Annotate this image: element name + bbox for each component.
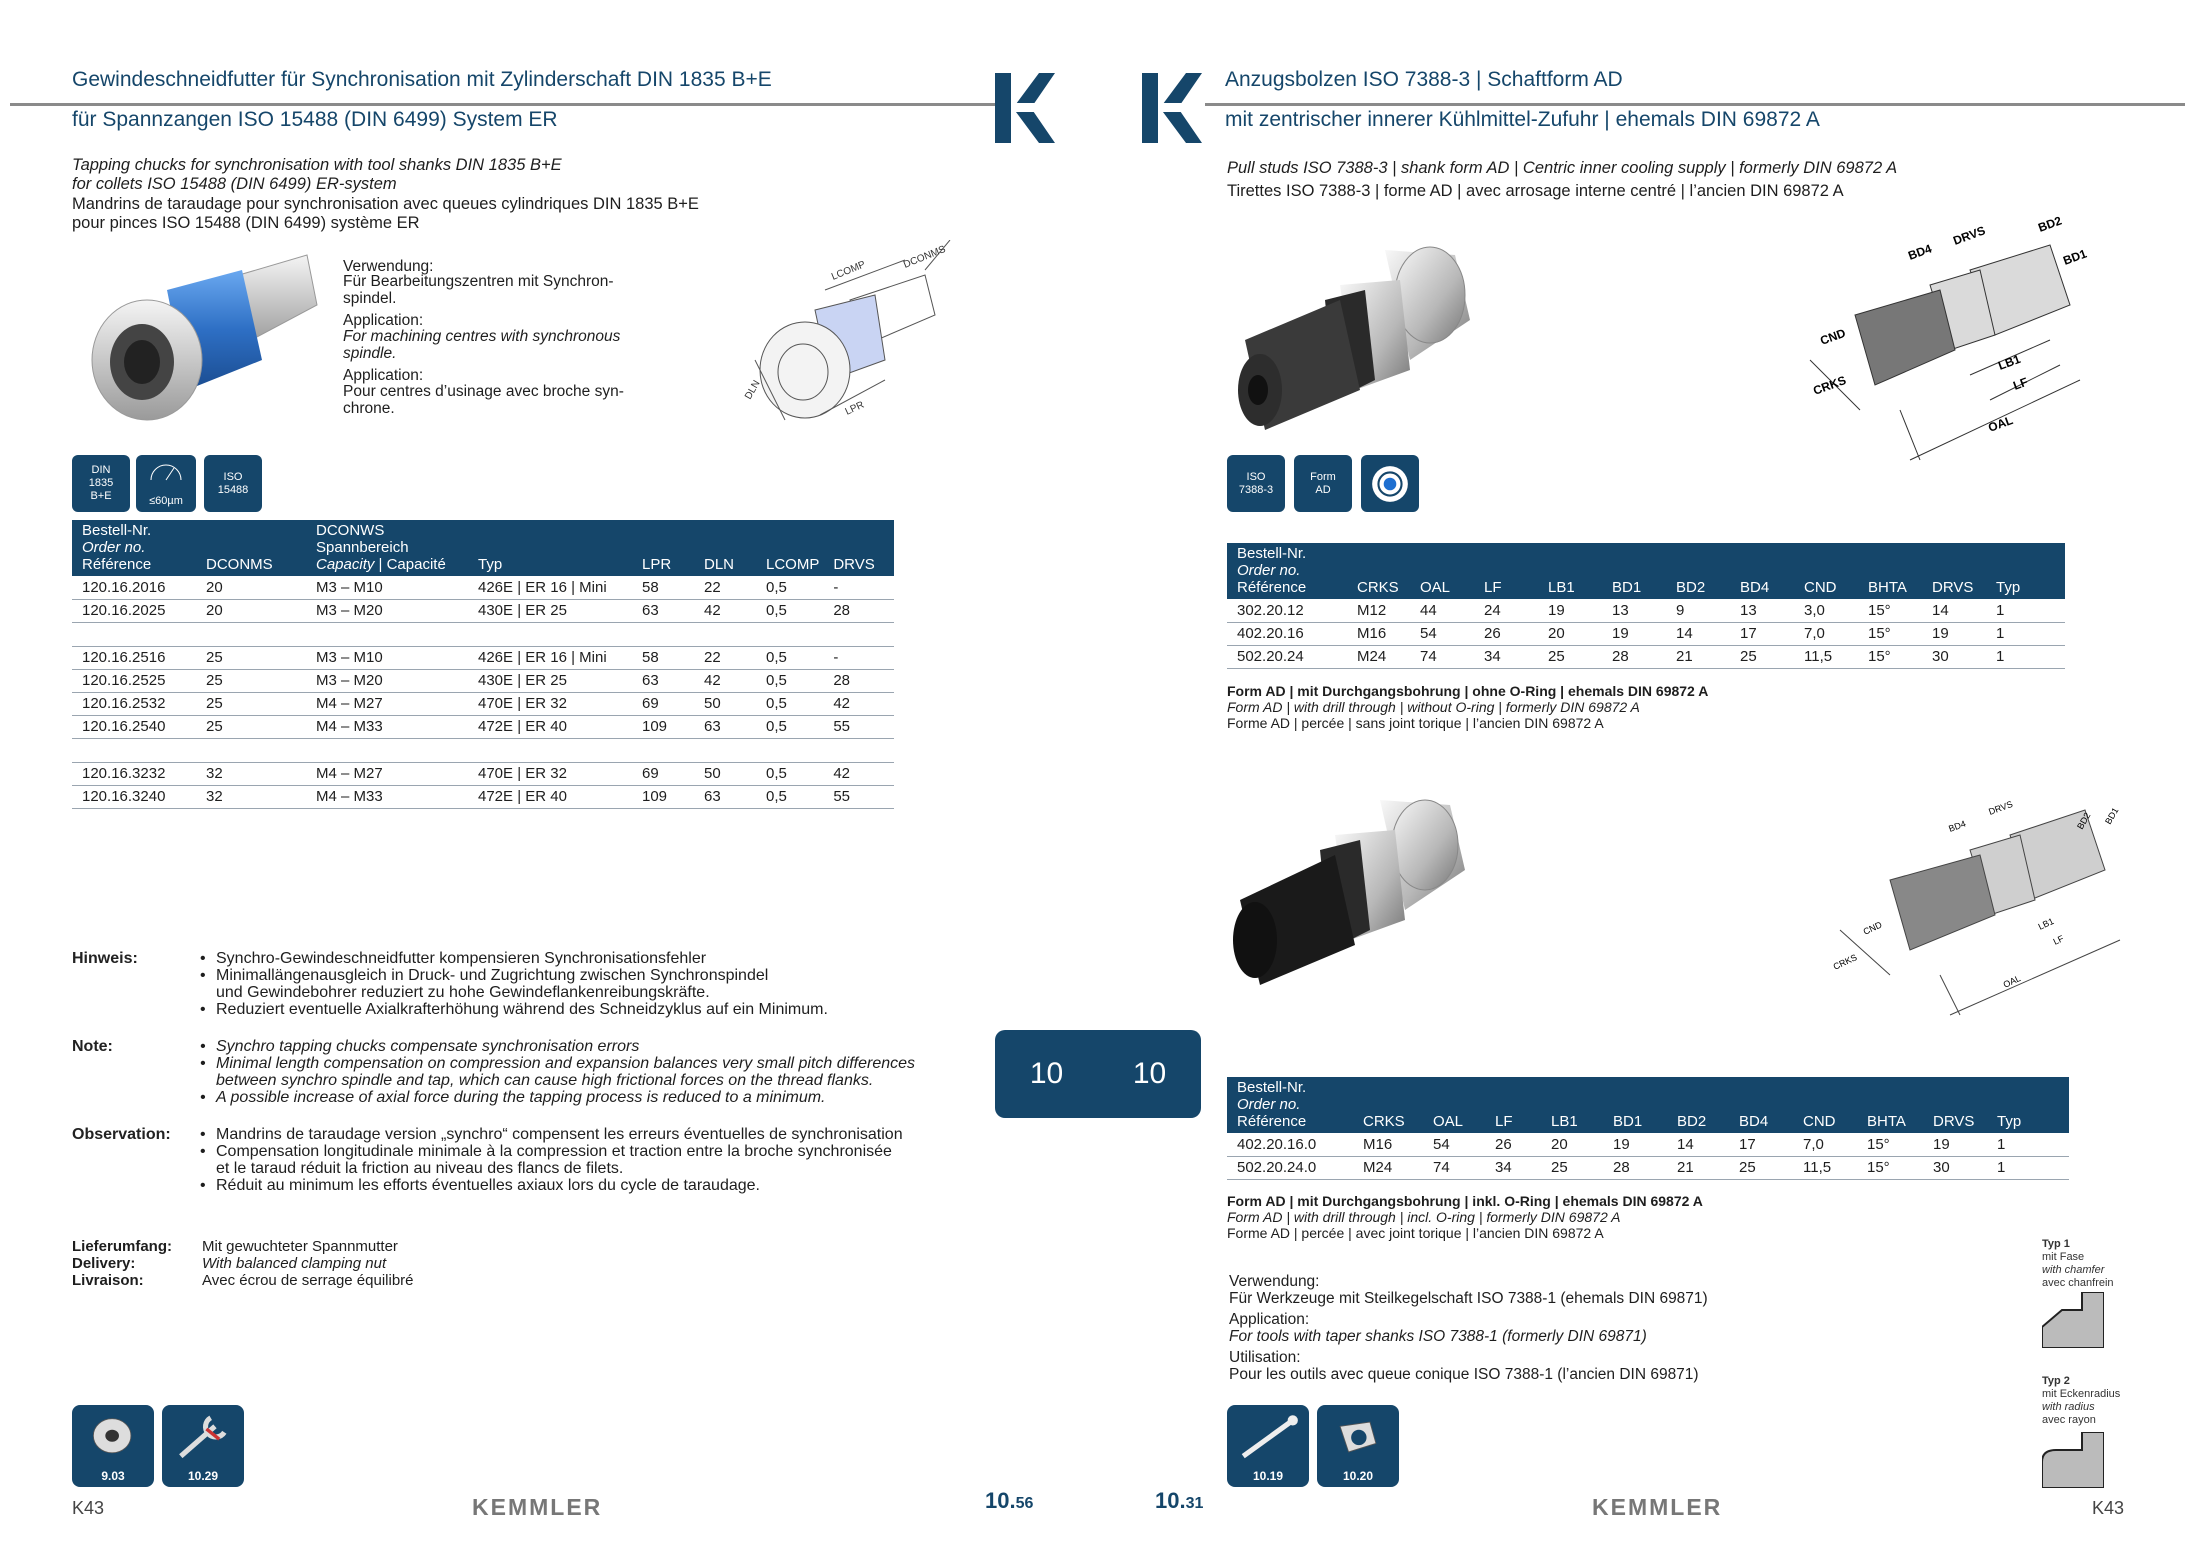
table-cell: 22 [694, 576, 756, 599]
table-cell: 302.20.12 [1227, 599, 1347, 622]
table2-caption-de: Form AD | mit Durchgangsbohrung | inkl. O-Ring | ehemals DIN 69872 A [1227, 1193, 1703, 1209]
lb1-label-2: LB1 [2036, 915, 2056, 932]
ref-collet-9-03[interactable]: 9.03 [72, 1405, 154, 1487]
right-utilisation-label: Utilisation: [1229, 1349, 1301, 1366]
table-cell: 55 [823, 785, 894, 808]
lf-label-2: LF [2051, 933, 2066, 947]
section-tab-10[interactable]: 10 10 [995, 1030, 1201, 1118]
table-row [1227, 645, 2065, 668]
typ1-chamfer-icon [2042, 1292, 2104, 1348]
table-row [72, 599, 894, 622]
table-cell: 15° [1857, 1133, 1923, 1156]
table-cell: 402.20.16 [1227, 622, 1347, 645]
bd2-label: BD2 [2036, 213, 2064, 235]
table-cell: 50 [694, 692, 756, 715]
table-row [72, 669, 894, 692]
table-cell: 0,5 [756, 762, 823, 785]
dconms-label: DCONMS [902, 243, 948, 271]
list-item: • Synchro-Gewindeschneidfutter kompensieren Synchronisationsfehler [200, 950, 828, 967]
table-cell: 28 [1603, 1156, 1667, 1179]
table-row [72, 646, 894, 669]
table-cell: 472E | ER 40 [468, 785, 632, 808]
table-cell: 30 [1922, 645, 1986, 668]
table-cell: 22 [694, 646, 756, 669]
table-cell: M3 – M20 [306, 599, 468, 622]
delivery-value: With balanced clamping nut [202, 1255, 387, 1272]
table-cell: 20 [196, 599, 306, 622]
table-cell: 19 [1923, 1133, 1987, 1156]
left-page-number: 10.56 [985, 1488, 1034, 1513]
table-cell: M4 – M33 [306, 785, 468, 808]
table-row [1227, 622, 2065, 645]
table-cell: 120.16.2516 [72, 646, 196, 669]
list-item: • Reduziert eventuelle Axialkrafterhöhung während des Schneidzyklus auf ein Minimum. [200, 1001, 828, 1018]
table-cell: 20 [1538, 622, 1602, 645]
table-cell: 15° [1858, 622, 1922, 645]
right-page-number: 10.31 [1155, 1488, 1204, 1513]
table-cell: 17 [1730, 622, 1794, 645]
crks-label-2: CRKS [1831, 952, 1859, 972]
table-cell: 63 [632, 669, 694, 692]
list-item: • Minimallängenausgleich in Druck- und Zugrichtung zwischen Synchronspindel und Gewindebohrer reduziert zu hohe Gewindeflankenreibungskräfte. [200, 967, 828, 1001]
table-cell: 19 [1603, 1133, 1667, 1156]
right-title-1: Anzugsbolzen ISO 7388-3 | Schaftform AD [1225, 68, 1623, 91]
table-cell: 13 [1602, 599, 1666, 622]
list-item: • Synchro tapping chucks compensate synchronisation errors [200, 1038, 915, 1055]
left-sub-fr-1: Mandrins de taraudage pour synchronisation avec queues cylindriques DIN 1835 B+E [72, 195, 699, 213]
lcomp-label: LCOMP [830, 259, 868, 283]
table-cell: 14 [1666, 622, 1730, 645]
table-cell: 120.16.2016 [72, 576, 196, 599]
table-cell: 26 [1485, 1133, 1541, 1156]
table-cell: 0,5 [756, 669, 823, 692]
observation-label: Observation: [72, 1126, 171, 1143]
pull-stud-drawing-2 [1820, 770, 2140, 1030]
table-cell: 470E | ER 32 [468, 692, 632, 715]
table-cell: 63 [694, 715, 756, 738]
list-item: • Minimal length compensation on compression and expansion balances very small pitch differences between synchro spindle and tap, which can cause high frictional forces on the thread flanks. [200, 1055, 915, 1089]
table-cell: 9 [1666, 599, 1730, 622]
table-cell: 15° [1858, 645, 1922, 668]
table-row [72, 692, 894, 715]
table-cell: 34 [1485, 1156, 1541, 1179]
table-cell: 109 [632, 785, 694, 808]
table-cell: 54 [1410, 622, 1474, 645]
bd4-label: BD4 [1906, 241, 1934, 263]
right-title-2: mit zentrischer innerer Kühlmittel-Zufuhr | ehemals DIN 69872 A [1225, 108, 1820, 131]
table-cell: 74 [1410, 645, 1474, 668]
collet-icon [72, 1405, 154, 1475]
badge-iso-7388-3: ISO 7388-3 [1227, 455, 1285, 512]
table-cell: 14 [1667, 1133, 1729, 1156]
oal-label: OAL [1986, 412, 2015, 435]
table-cell: 42 [823, 762, 894, 785]
typ2-radius-icon [2042, 1432, 2104, 1488]
table-cell: 25 [1729, 1156, 1793, 1179]
table-cell: 120.16.3240 [72, 785, 196, 808]
table1-caption-en: Form AD | with drill through | without O-ring | formerly DIN 69872 A [1227, 699, 1640, 715]
table-cell: 13 [1730, 599, 1794, 622]
bd2-label-2: BD2 [2075, 810, 2093, 831]
table-cell: 19 [1602, 622, 1666, 645]
badge-runout-60um: ≤60µm [136, 455, 196, 512]
table-cell: 472E | ER 40 [468, 715, 632, 738]
table1-caption-de: Form AD | mit Durchgangsbohrung | ohne O-Ring | ehemals DIN 69872 A [1227, 683, 1709, 699]
left-verwendung-1: Für Bearbeitungszentren mit Synchron- [343, 273, 614, 290]
table-cell: 25 [1538, 645, 1602, 668]
table-cell: 17 [1729, 1133, 1793, 1156]
table-cell: 3,0 [1794, 599, 1858, 622]
left-title-1: Gewindeschneidfutter für Synchronisation mit Zylinderschaft DIN 1835 B+E [72, 68, 772, 91]
wrench-icon [162, 1405, 244, 1475]
table-cell: 20 [196, 576, 306, 599]
table-cell: 426E | ER 16 | Mini [468, 576, 632, 599]
table-row [72, 762, 894, 785]
table-cell: 24 [1474, 599, 1538, 622]
hinweis-label: Hinweis: [72, 950, 138, 967]
left-application-fr-2: chrone. [343, 400, 395, 417]
table-cell: 402.20.16.0 [1227, 1133, 1353, 1156]
table-cell: 21 [1667, 1156, 1729, 1179]
list-item: • Mandrins de taraudage version „synchro“ compensent les erreurs éventuelles de synchronisation [200, 1126, 903, 1143]
right-utilisation: Pour les outils avec queue conique ISO 7388-1 (l’ancien DIN 69871) [1229, 1366, 1699, 1383]
livraison-label: Livraison: [72, 1272, 144, 1289]
left-application-fr-1: Pour centres d’usinage avec broche syn- [343, 383, 624, 400]
table-cell: 14 [1922, 599, 1986, 622]
badge-cooling [1361, 455, 1419, 512]
right-sub-fr: Tirettes ISO 7388-3 | forme AD | avec arrosage interne centré | l’ancien DIN 69872 A [1227, 182, 1844, 200]
table-cell: 426E | ER 16 | Mini [468, 646, 632, 669]
table-cell: 42 [694, 599, 756, 622]
table-cell: 30 [1923, 1156, 1987, 1179]
table-cell: 0,5 [756, 785, 823, 808]
table-cell: 58 [632, 576, 694, 599]
left-brand-logo: KEMMLER [472, 1494, 603, 1520]
table-cell: 50 [694, 762, 756, 785]
ref-torque-wrench-10-19[interactable]: 10.19 [1227, 1405, 1309, 1487]
table-cell: 502.20.24.0 [1227, 1156, 1353, 1179]
table-cell: 28 [823, 599, 894, 622]
oal-label-2: OAL [2001, 973, 2023, 990]
left-application-en-1: For machining centres with synchronous [343, 328, 621, 345]
table-cell: 21 [1666, 645, 1730, 668]
table-cell: M3 – M10 [306, 646, 468, 669]
table-row [1227, 1156, 2069, 1179]
dln-label: DLN [743, 378, 763, 402]
table-cell: M16 [1347, 622, 1410, 645]
table-row [72, 785, 894, 808]
table-cell: 0,5 [756, 646, 823, 669]
socket-wrench-icon [1317, 1405, 1399, 1475]
table-cell: 19 [1538, 599, 1602, 622]
table-cell: M3 – M10 [306, 576, 468, 599]
table-cell: 11,5 [1794, 645, 1858, 668]
table-cell: 34 [1474, 645, 1538, 668]
badge-form-ad: Form AD [1294, 455, 1352, 512]
list-item: • Compensation longitudinale minimale à la compression et traction entre la broche synchronisée et le taraud réduit la friction au niveau des flancs de filets. [200, 1143, 903, 1177]
table-cell: 1 [1986, 622, 2065, 645]
torque-wrench-icon [1227, 1405, 1309, 1475]
drvs-label-2: DRVS [1987, 798, 2015, 817]
table-cell: 15° [1857, 1156, 1923, 1179]
table-cell: M24 [1353, 1156, 1423, 1179]
table-cell: 470E | ER 32 [468, 762, 632, 785]
bd4-label-2: BD4 [1947, 818, 1968, 834]
table-cell: 1 [1987, 1133, 2069, 1156]
left-sub-fr-2: pour pinces ISO 15488 (DIN 6499) système ER [72, 214, 420, 232]
left-sub-en-1: Tapping chucks for synchronisation with tool shanks DIN 1835 B+E [72, 156, 562, 174]
table-cell: 7,0 [1793, 1133, 1857, 1156]
table-cell: M12 [1347, 599, 1410, 622]
table-cell: 58 [632, 646, 694, 669]
pull-stud-photo-1 [1225, 240, 1485, 440]
table-cell: 120.16.2532 [72, 692, 196, 715]
bd1-label: BD1 [2061, 246, 2089, 268]
k-logo-right [1142, 73, 1202, 143]
lf-label: LF [2011, 374, 2030, 393]
table-cell: 63 [694, 785, 756, 808]
table-cell: 430E | ER 25 [468, 599, 632, 622]
left-header-rule [10, 103, 995, 106]
lieferumfang-label: Lieferumfang: [72, 1238, 173, 1255]
table-cell: 26 [1474, 622, 1538, 645]
table-cell: 15° [1858, 599, 1922, 622]
table-cell: 28 [1602, 645, 1666, 668]
table-cell: M3 – M20 [306, 669, 468, 692]
table-cell: 430E | ER 25 [468, 669, 632, 692]
table-cell: 11,5 [1793, 1156, 1857, 1179]
left-application-en-label: Application: [343, 312, 424, 329]
table2-caption-en: Form AD | with drill through | incl. O-ring | formerly DIN 69872 A [1227, 1209, 1621, 1225]
badge-iso-15488: ISO 15488 [204, 455, 262, 512]
table-cell: 0,5 [756, 715, 823, 738]
right-verwendung: Für Werkzeuge mit Steilkegelschaft ISO 7388-1 (ehemals DIN 69871) [1229, 1290, 1708, 1307]
table-cell: 25 [1730, 645, 1794, 668]
table-cell: 0,5 [756, 692, 823, 715]
note-label: Note: [72, 1038, 113, 1055]
k-logo-left [995, 73, 1055, 143]
note-list [200, 1038, 915, 1106]
table-cell: M4 – M27 [306, 762, 468, 785]
ref-wrench-10-29[interactable]: 10.29 [162, 1405, 244, 1487]
table-cell: 44 [1410, 599, 1474, 622]
table-cell: 1 [1986, 645, 2065, 668]
table-cell: M4 – M33 [306, 715, 468, 738]
tapping-chuck-photo [72, 250, 322, 430]
right-header-rule [1205, 103, 2185, 106]
table-cell: - [823, 646, 894, 669]
cnd-label: CND [1818, 325, 1848, 348]
table-cell: 0,5 [756, 576, 823, 599]
table-cell: 502.20.24 [1227, 645, 1347, 668]
left-product-table: Bestell-Nr. Order no. Référence DCONMS DCONWS Spannbereich Capacity | Capacité Typ LPR DLN LCOMP DRVS 120.16.2016 20 M3 – M10 426E | ER 16 | Mini 58 22 0,5 - 120.16.2025 20 M3 – M20 430E | ER 25 63 42 0,5 28 120.16.2516 25 M3 – M10 426E | ER 16 | Mini 58 22 0,5 - 120.16.2525 25 M3 – M20 430E | ER 25 63 42 0,5 28 120.16.2532 25 M4 – M27 470E | ER 32 69 50 0,5 42 120.16.2540 25 M4 – M33 472E | ER 40 109 63 0,5 55 120.16.3232 32 M4 – M27 470E | ER 32 69 50 0,5 42 120.16.3240 32 M4 – M33 472E | ER 40 109 63 0,5 55 [72, 520, 894, 809]
left-verwendung-2: spindel. [343, 290, 397, 307]
table-cell: 54 [1423, 1133, 1485, 1156]
left-application-fr-label: Application: [343, 367, 424, 384]
table-cell: 32 [196, 762, 306, 785]
lpr-label: LPR [843, 399, 866, 418]
cnd-label-2: CND [1861, 919, 1884, 937]
table-cell: 7,0 [1794, 622, 1858, 645]
hinweis-list [200, 950, 828, 1018]
table-cell: 20 [1541, 1133, 1603, 1156]
table-row [72, 576, 894, 599]
delivery-label: Delivery: [72, 1255, 136, 1272]
right-application-label: Application: [1229, 1311, 1310, 1328]
lieferumfang-value: Mit gewuchteter Spannmutter [202, 1238, 398, 1255]
table-cell: 63 [632, 599, 694, 622]
table-cell: 55 [823, 715, 894, 738]
table-cell: 25 [196, 692, 306, 715]
table-cell: 120.16.2525 [72, 669, 196, 692]
right-k-page: K43 [2092, 1498, 2125, 1518]
livraison-value: Avec écrou de serrage équilibré [202, 1272, 414, 1289]
table-cell: 28 [823, 669, 894, 692]
crks-label: CRKS [1811, 373, 1848, 398]
table-cell: M24 [1347, 645, 1410, 668]
left-sub-en-2: for collets ISO 15488 (DIN 6499) ER-system [72, 175, 397, 193]
table-cell: 120.16.2025 [72, 599, 196, 622]
right-product-table-2: Bestell-Nr. Order no. Référence CRKS OAL LF LB1 BD1 BD2 BD4 CND BHTA DRVS Typ 402.20.16.0 M16 54 26 20 19 14 17 7,0 15° 19 1 502.20.24.0 M24 74 34 25 28 21 25 11,5 15° 30 1 [1227, 1077, 2069, 1180]
badge-din-1835: DIN 1835 B+E [72, 455, 130, 512]
right-sub-en: Pull studs ISO 7388-3 | shank form AD | Centric inner cooling supply | formerly DIN 69872 A [1227, 159, 1898, 177]
table-cell: 74 [1423, 1156, 1485, 1179]
right-product-table-1: Bestell-Nr. Order no. Référence CRKS OAL LF LB1 BD1 BD2 BD4 CND BHTA DRVS Typ 302.20.12 M12 44 24 19 13 9 13 3,0 15° 14 1 402.20.16 M16 54 26 20 19 14 17 7,0 15° 19 1 502.20.24 M24 74 34 25 28 21 25 11,5 15° 30 1 [1227, 543, 2065, 669]
table2-caption-fr: Forme AD | percée | avec joint torique | l’ancien DIN 69872 A [1227, 1225, 1604, 1241]
table-cell: M4 – M27 [306, 692, 468, 715]
table-cell: 1 [1986, 599, 2065, 622]
table-spacer-row [72, 738, 894, 762]
table-row [72, 715, 894, 738]
table-cell: 120.16.2540 [72, 715, 196, 738]
table-cell: 32 [196, 785, 306, 808]
table-cell: 0,5 [756, 599, 823, 622]
table-cell: 42 [823, 692, 894, 715]
observation-list [200, 1126, 903, 1194]
typ2-legend: Typ 2 mit Eckenradius with radius avec rayon [2042, 1375, 2121, 1426]
table-cell: 25 [196, 715, 306, 738]
list-item: • A possible increase of axial force during the tapping process is reduced to a minimum. [200, 1089, 915, 1106]
center-cooling-icon [1369, 463, 1411, 505]
right-application: For tools with taper shanks ISO 7388-1 (formerly DIN 69871) [1229, 1328, 1647, 1345]
right-brand-logo: KEMMLER [1592, 1494, 1723, 1520]
table-cell: 120.16.3232 [72, 762, 196, 785]
table-cell: 25 [1541, 1156, 1603, 1179]
list-item: • Réduit au minimum les efforts éventuelles axiaux lors du cycle de taraudage. [200, 1177, 903, 1194]
table-row [1227, 1133, 2069, 1156]
tapping-chuck-drawing [735, 240, 965, 440]
table-cell: 19 [1922, 622, 1986, 645]
table-cell: 109 [632, 715, 694, 738]
drvs-label: DRVS [1951, 223, 1988, 248]
table-cell: 42 [694, 669, 756, 692]
table-cell: 25 [196, 646, 306, 669]
pull-stud-drawing-1 [1800, 210, 2100, 470]
lb1-label: LB1 [1996, 351, 2023, 373]
table-cell: 69 [632, 692, 694, 715]
table-cell: 25 [196, 669, 306, 692]
left-application-en-2: spindle. [343, 345, 397, 362]
table-cell: M16 [1353, 1133, 1423, 1156]
left-k-page: K43 [72, 1498, 105, 1518]
left-title-2: für Spannzangen ISO 15488 (DIN 6499) System ER [72, 108, 558, 131]
runout-gauge-icon [146, 458, 186, 483]
table1-caption-fr: Forme AD | percée | sans joint torique | l’ancien DIN 69872 A [1227, 715, 1604, 731]
left-verwendung-label: Verwendung: [343, 258, 434, 275]
table-spacer-row [72, 622, 894, 646]
table-row [1227, 599, 2065, 622]
table-cell: - [823, 576, 894, 599]
bd1-label-2: BD1 [2103, 805, 2121, 826]
table-cell: 69 [632, 762, 694, 785]
ref-socket-10-20[interactable]: 10.20 [1317, 1405, 1399, 1487]
table-cell: 1 [1987, 1156, 2069, 1179]
right-verwendung-label: Verwendung: [1229, 1273, 1320, 1290]
pull-stud-photo-2 [1225, 790, 1485, 990]
typ1-legend: Typ 1 mit Fase with chamfer avec chanfrein [2042, 1238, 2114, 1289]
